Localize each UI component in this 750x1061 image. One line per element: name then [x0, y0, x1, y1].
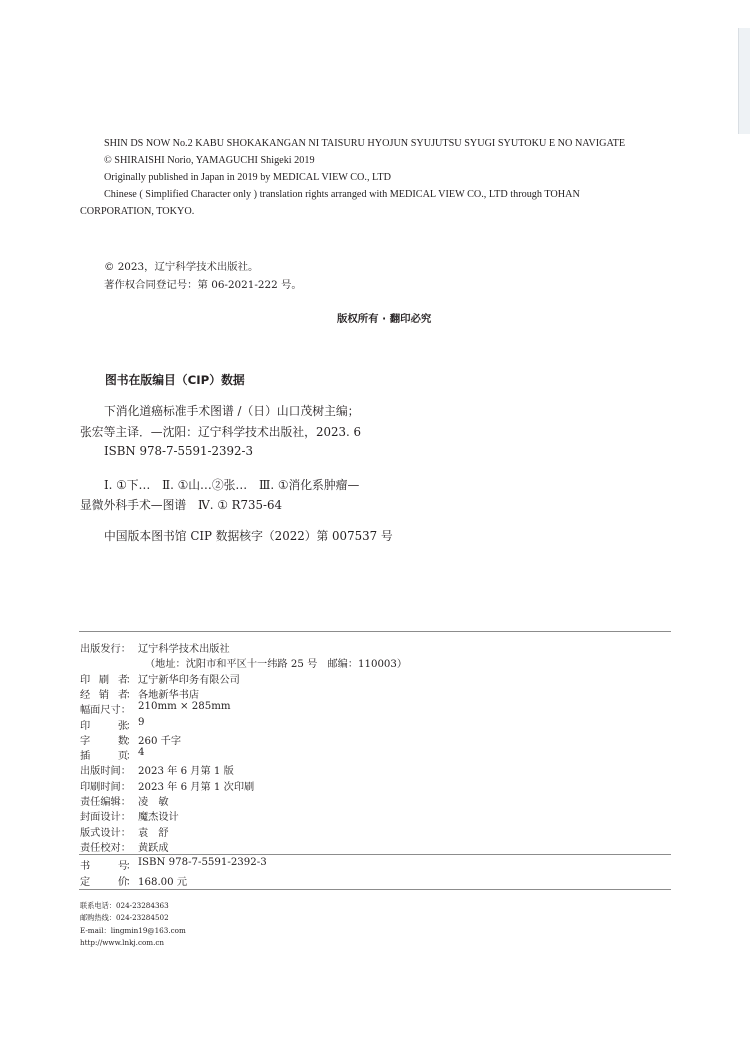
rights-notice: 版权所有 · 翻印必究: [337, 313, 432, 325]
info-label: 印刷时间：: [80, 781, 131, 793]
info-label: 印 刷 者 ：: [80, 674, 137, 686]
info-label: 责任编辑：: [80, 797, 131, 808]
info-value: 黄跃成: [138, 842, 169, 854]
middle-divider: [79, 854, 671, 855]
contact-line: 联系电话：024-23284363: [80, 901, 169, 910]
info-value: （地址：沈阳市和平区十一纬路 25 号 邮编：110003）: [145, 659, 408, 671]
page-edge-tab: [738, 28, 750, 134]
cip-title-line2: 张宏等主译．—沈阳：辽宁科学技术出版社，2023. 6: [80, 425, 361, 439]
info-value: 260 千字: [138, 735, 182, 747]
cip-classification-line1: Ⅰ. ①下… Ⅱ. ①山…②张… Ⅲ. ①消化系肿瘤—: [104, 478, 360, 492]
info-value: 魔杰设计: [138, 812, 179, 824]
info-label: 责任校对：: [80, 842, 131, 854]
info-label: 字 数 ：: [80, 735, 137, 747]
info-value: 凌 敏: [138, 797, 169, 808]
info-value: 辽宁新华印务有限公司: [138, 674, 240, 686]
cip-classification-line2: 显微外科手术—图谱 Ⅳ. ① R735-64: [80, 498, 282, 512]
original-publisher-line: Originally published in Japan in 2019 by MEDICAL VIEW CO., LTD: [104, 172, 391, 183]
info-label: 经 销 者 ：: [80, 689, 137, 701]
info-value: 4: [138, 747, 145, 759]
info-value: 辽宁科学技术出版社: [138, 644, 230, 655]
contact-line: http://www.lnkj.com.cn: [80, 937, 165, 947]
info-value: 各地新华书店: [138, 689, 200, 701]
info-label: 定 价 ：: [80, 876, 137, 888]
info-value: 2023 年 6 月第 1 版: [138, 766, 234, 778]
contact-line: E-mail：lingmin19@163.com: [80, 925, 186, 935]
info-value: 2023 年 6 月第 1 次印刷: [138, 781, 255, 793]
info-value: 210mm × 285mm: [138, 701, 231, 713]
info-label: 版式设计：: [80, 827, 131, 839]
info-value: ISBN 978-7-5591-2392-3: [138, 857, 267, 868]
bottom-divider: [79, 889, 671, 890]
info-label: 书 号 ：: [80, 861, 137, 872]
info-label: 幅面尺寸：: [80, 705, 131, 717]
cip-title-line1: 下消化道癌标准手术图谱 /（日）山口茂树主编；: [104, 404, 360, 418]
info-label: 插 页 ：: [80, 751, 137, 763]
cip-isbn: ISBN 978-7-5591-2392-3: [104, 444, 253, 458]
info-label: 出版时间：: [80, 766, 131, 778]
translation-rights-line-cont: CORPORATION, TOKYO.: [80, 206, 195, 217]
cip-heading: 图书在版编目（CIP）数据: [105, 373, 245, 387]
top-divider: [79, 631, 671, 632]
info-label: 出版发行：: [80, 644, 131, 655]
info-value: 168.00 元: [138, 876, 188, 888]
contact-line: 邮购热线：024-23284502: [80, 913, 169, 923]
translation-rights-line: Chinese ( Simplified Character only ) translation rights arranged with MEDICAL VIEW CO., LTD through TOHAN: [104, 189, 580, 200]
info-value: 9: [138, 716, 145, 728]
original-title-line: SHIN DS NOW No.2 KABU SHOKAKANGAN NI TAISURU HYOJUN SYUJUTSU SYUGI SYUTOKU E NO NAVIGATE: [104, 138, 626, 149]
contract-registration: 著作权合同登记号：第 06-2021-222 号。: [104, 279, 302, 291]
info-value: 袁 舒: [138, 827, 169, 839]
info-label: 封面设计：: [80, 812, 131, 824]
copyright-cn: © 2023，辽宁科学技术出版社。: [104, 261, 259, 273]
cip-record-number: 中国版本图书馆 CIP 数据核字（2022）第 007537 号: [104, 529, 393, 543]
original-copyright-line: © SHIRAISHI Norio, YAMAGUCHI Shigeki 2019: [104, 155, 315, 166]
info-label: 印 张 ：: [80, 720, 137, 732]
